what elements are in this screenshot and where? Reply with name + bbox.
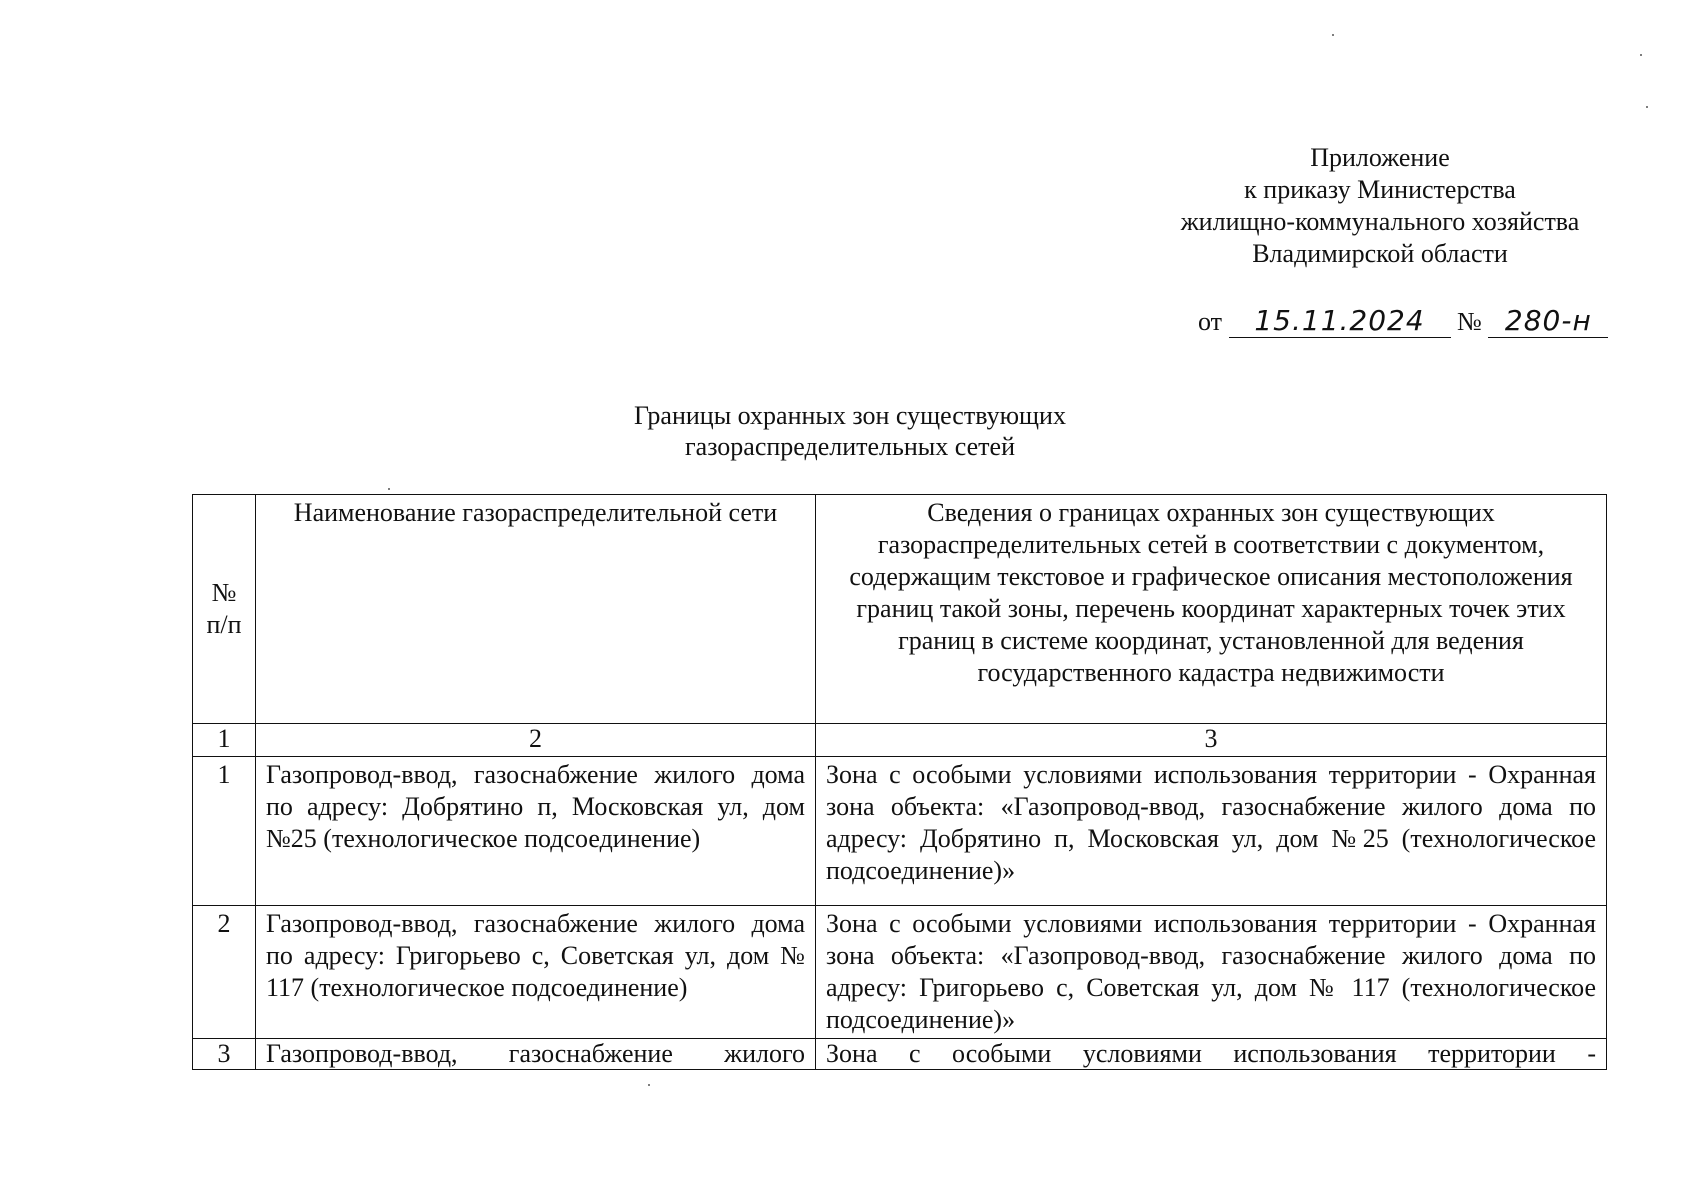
- title-line-2: газораспределительных сетей: [684, 432, 1015, 461]
- protection-zones-table: [192, 494, 1607, 1070]
- column-number: 2: [256, 724, 816, 757]
- appendix-line: жилищно-коммунального хозяйства: [1180, 207, 1580, 236]
- appendix-line: к приказу Министерства: [1244, 175, 1516, 204]
- table-row: [193, 757, 1607, 906]
- zone-description-cell: Зона с особыми условиями использования территории - Охранная зона объекта: «Газопровод-ввод, газоснабжение жилого дома по адресу: Григорьево с, Советская ул, дом № 117 (технологическое подсоединение)»: [816, 906, 1607, 1039]
- scan-speck: [1640, 54, 1642, 56]
- network-name-text: Газопровод-ввод, газоснабжение жилого: [266, 1039, 805, 1068]
- column-number: 3: [816, 724, 1607, 757]
- title-line-1: Границы охранных зон существующих: [634, 401, 1066, 430]
- order-number: 280-н: [1488, 305, 1608, 338]
- appendix-line: Приложение: [1310, 143, 1450, 172]
- header-network-name: Наименование газораспределительной сети: [256, 495, 816, 724]
- row-number: 1: [193, 757, 256, 906]
- scan-speck: [648, 1084, 650, 1086]
- header-zone-info: Сведения о границах охранных зон существующих газораспределительных сетей в соответствии с документом, содержащим текстовое и графическое описания местоположения границ такой зоны, перечень координат характерных точек этих границ в системе координат, установленной для ведения государственного кадастра недвижимости: [816, 495, 1607, 724]
- order-number-label: №: [1457, 307, 1482, 336]
- order-from-label: от: [1198, 307, 1223, 336]
- scan-speck: [388, 488, 390, 490]
- zone-description-cell: [816, 1039, 1607, 1070]
- scan-speck: [1332, 34, 1334, 36]
- column-number-row: [193, 724, 1607, 757]
- table-header-row: [193, 495, 1607, 724]
- order-date: 15.11.2024: [1229, 305, 1451, 338]
- network-name-cell: Газопровод-ввод, газоснабжение жилого дома по адресу: Григорьево с, Советская ул, дом № 117 (технологическое подсоединение): [256, 906, 816, 1039]
- row-number: 3: [193, 1039, 256, 1070]
- order-reference: [1198, 302, 1668, 342]
- appendix-block: [1100, 142, 1660, 270]
- scan-speck: [1646, 106, 1648, 108]
- network-name-cell: Газопровод-ввод, газоснабжение жилого дома по адресу: Добрятино п, Московская ул, дом №25 (технологическое подсоединение): [256, 757, 816, 906]
- zone-description-text: Зона с особыми условиями использования территории -: [826, 1039, 1596, 1068]
- column-number: 1: [193, 724, 256, 757]
- network-name-cell: [256, 1039, 816, 1070]
- table-row: [193, 1039, 1607, 1070]
- zone-description-cell: Зона с особыми условиями использования территории - Охранная зона объекта: «Газопровод-ввод, газоснабжение жилого дома по адресу: Добрятино п, Московская ул, дом №25 (технологическое подсоединение)»: [816, 757, 1607, 906]
- header-number: № п/п: [193, 495, 256, 724]
- appendix-line: Владимирской области: [1252, 239, 1508, 268]
- table-row: [193, 906, 1607, 1039]
- document-title: [520, 400, 1180, 462]
- row-number: 2: [193, 906, 256, 1039]
